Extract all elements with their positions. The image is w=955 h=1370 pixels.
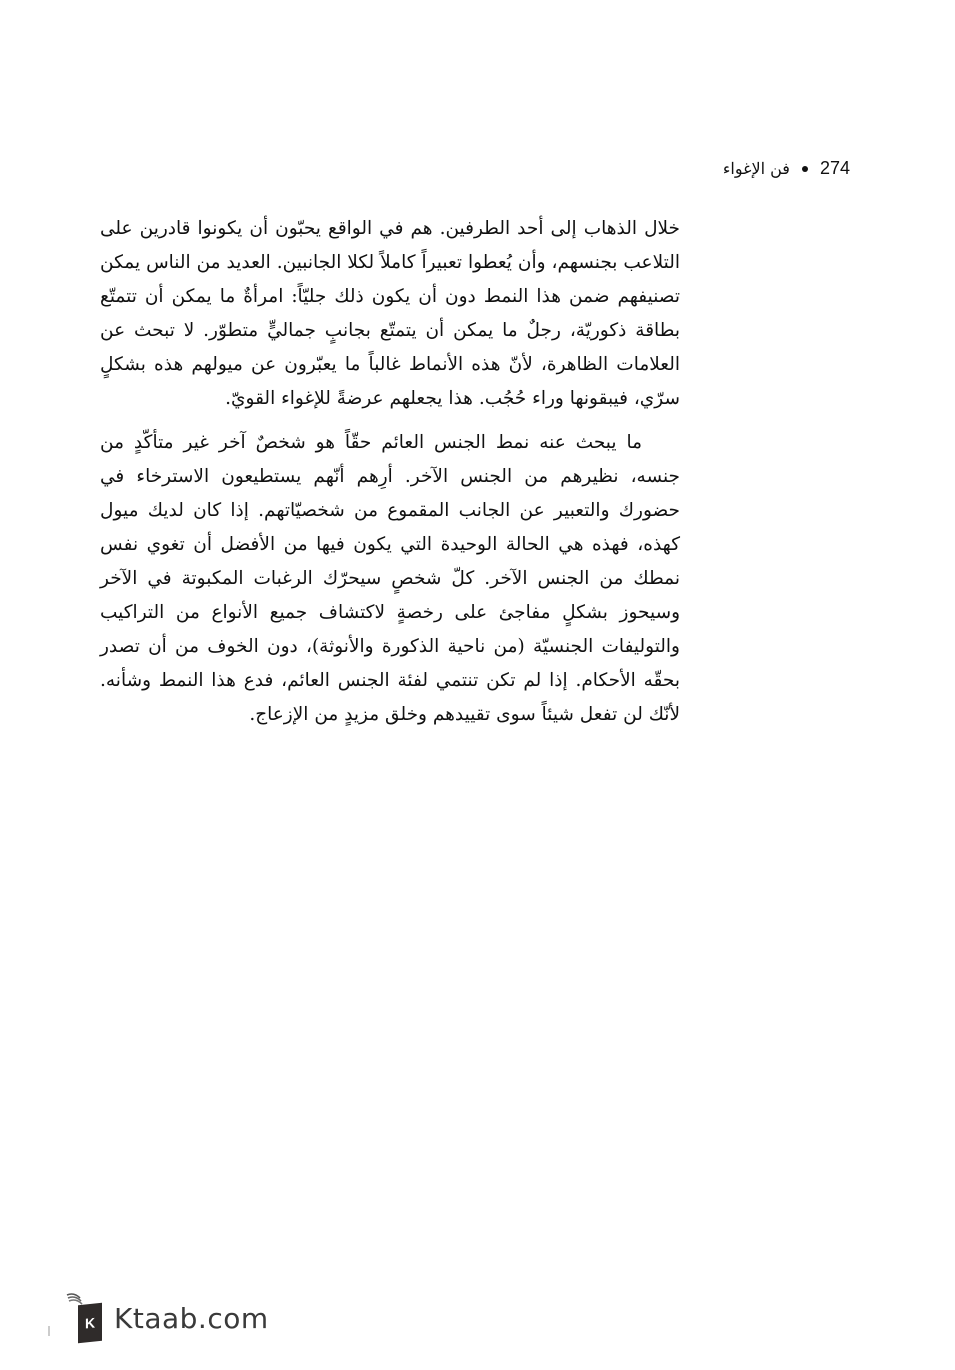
running-header bbox=[723, 158, 850, 179]
margin-mark bbox=[48, 1326, 50, 1336]
logo-letter: K bbox=[84, 1314, 96, 1332]
ktaab-watermark bbox=[52, 1290, 269, 1346]
book-logo-icon bbox=[52, 1290, 104, 1346]
paragraph-2: ما يبحث عنه نمط الجنس العائم حقّاً هو شخصٌ آخر غير متأكّدٍ من جنسه، نظيرهم من الجنس الآخر. أرِهم أنّهم يستطيعون الاسترخاء في حضورك والتعبير عن الجانب المقموع من شخصيّاتهم. إذا كان لديك ميول كهذه، فهذه هي الحالة الوحيدة التي يكون فيها من الأفضل أن تغوي نفس نمطك من الجنس الآخر. كلّ شخصٍ سيحرّك الرغبات المكبوتة في الآخر وسيحوز بشكلٍ مفاجئ على رخصةٍ لاكتشاف جميع الأنواع من التراكيب والتوليفات الجنسيّة (من ناحية الذكورة والأنوثة)، دون الخوف من أن تصدر بحقّه الأحكام. إذا لم تكن تنتمي لفئة الجنس العائم، فدع هذا النمط وشأنه. لأنّك لن تفعل شيئاً سوى تقييدهم وخلق مزيدٍ من الإزعاج. bbox=[100, 432, 680, 725]
body-text bbox=[100, 212, 680, 742]
book-cover-icon bbox=[78, 1303, 102, 1344]
chapter-title: فن الإغواء bbox=[722, 159, 790, 178]
bullet-separator-icon bbox=[802, 166, 808, 172]
page-number: 274 bbox=[819, 158, 850, 178]
paragraph-1: خلال الذهاب إلى أحد الطرفين. هم في الواقع يحبّون أن يكونوا قادرين على التلاعب بجنسهم، وأن يُعطوا تعبيراً كاملاً لكلا الجانبين. العديد من الناس يمكن تصنيفهم ضمن هذا النمط دون أن يكون ذلك جليّاً: امرأةٌ ما يمكن أن تتمتّع بطاقة ذكوريّة، رجلٌ ما يمكن أن يتمتّع بجانبٍ جماليٍّ متطوّر. لا تبحث عن العلامات الظاهرة، لأنّ هذه الأنماط غالباً ما يعبّرون عن ميولهم هذه بشكلٍ سرّي، فيبقونها وراء حُجُب. هذا يجعلهم عرضةً للإغواء القويّ. bbox=[100, 218, 680, 409]
site-name: Ktaab.com bbox=[114, 1301, 269, 1335]
